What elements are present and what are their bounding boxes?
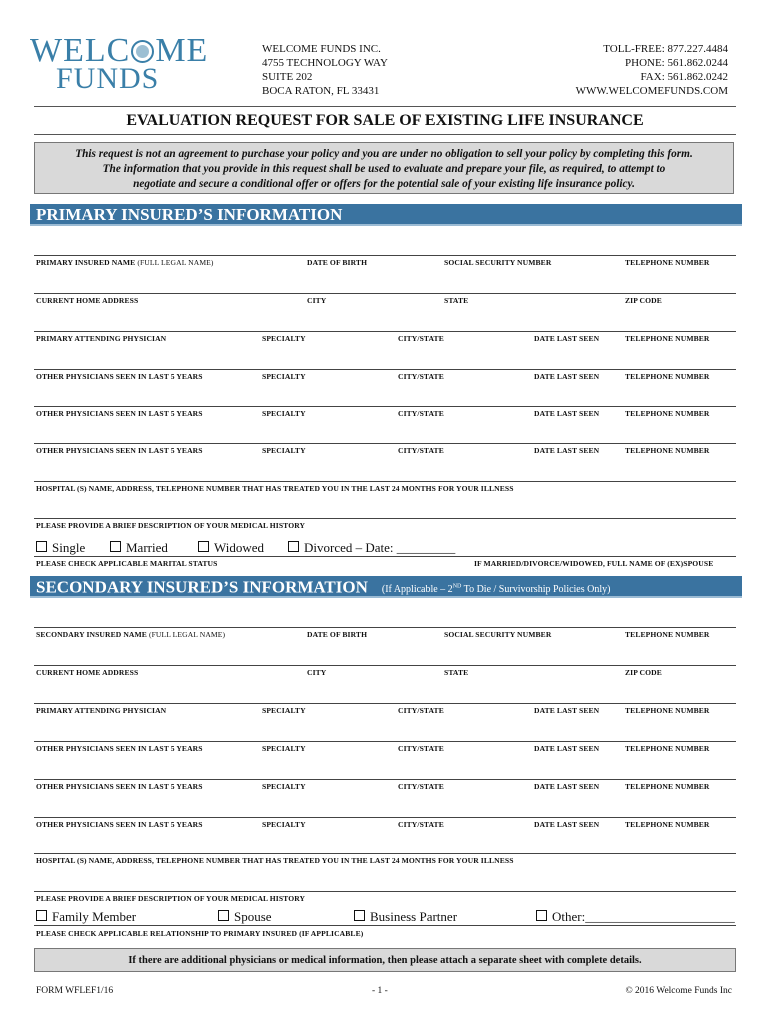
other-physicians-label: OTHER PHYSICIANS SEEN IN LAST 5 YEARS: [36, 372, 203, 381]
field-line[interactable]: [34, 481, 736, 482]
hospital-label: HOSPITAL (S) NAME, ADDRESS, TELEPHONE NUMBER THAT HAS TREATED YOU IN THE LAST 24 MONTHS FOR YOUR ILLNESS: [36, 856, 514, 865]
city-label: CITY: [307, 668, 327, 677]
date-last-seen-label: DATE LAST SEEN: [534, 782, 600, 791]
field-line[interactable]: [34, 443, 736, 444]
date-last-seen-label: DATE LAST SEEN: [534, 409, 600, 418]
city-state-label: CITY/STATE: [398, 744, 444, 753]
city-state-label: CITY/STATE: [398, 446, 444, 455]
globe-icon: [131, 40, 154, 63]
telephone-label: TELEPHONE NUMBER: [625, 334, 710, 343]
field-line[interactable]: [34, 853, 736, 854]
checkbox-icon[interactable]: [288, 541, 299, 552]
secondary-name-label: SECONDARY INSURED NAME (FULL LEGAL NAME): [36, 630, 226, 639]
specialty-label: SPECIALTY: [262, 446, 306, 455]
company-contact: TOLL-FREE: 877.227.4484 PHONE: 561.862.0244 FAX: 561.862.0242 WWW.WELCOMEFUNDS.COM: [575, 43, 728, 97]
checkbox-icon[interactable]: [354, 910, 365, 921]
specialty-label: SPECIALTY: [262, 744, 306, 753]
logo: WELC ME: [30, 32, 209, 69]
company-address: WELCOME FUNDS INC. 4755 TECHNOLOGY WAY SUITE 202 BOCA RATON, FL 33431: [262, 43, 388, 97]
form-title: EVALUATION REQUEST FOR SALE OF EXISTING LIFE INSURANCE: [126, 112, 644, 129]
field-line[interactable]: [34, 369, 736, 370]
zip-label: ZIP CODE: [625, 668, 662, 677]
specialty-label: SPECIALTY: [262, 782, 306, 791]
other-physicians-label: OTHER PHYSICIANS SEEN IN LAST 5 YEARS: [36, 409, 203, 418]
other-checkbox[interactable]: Other:_______________________: [536, 909, 735, 925]
primary-section-heading: PRIMARY INSURED’S INFORMATION: [30, 204, 742, 226]
single-checkbox[interactable]: Single: [36, 540, 85, 556]
telephone-label: TELEPHONE NUMBER: [625, 744, 710, 753]
telephone-label: TELEPHONE NUMBER: [625, 782, 710, 791]
field-line[interactable]: [34, 925, 736, 926]
disclaimer-notice: This request is not an agreement to purchase your policy and you are under no obligation to sell your policy by completing this form. The information that you provide in this request shall be used to evaluate and prepare your file, as required, to attempt to negotiate and secure a conditional offer or offers for the potential sale of your existing life insurance policy.: [34, 142, 734, 194]
field-line[interactable]: [34, 779, 736, 780]
field-line[interactable]: [34, 293, 736, 294]
home-address-label: CURRENT HOME ADDRESS: [36, 668, 139, 677]
secondary-subtitle: (If Applicable – 2ND To Die / Survivorship Policies Only): [381, 584, 611, 596]
medical-history-label: PLEASE PROVIDE A BRIEF DESCRIPTION OF YOUR MEDICAL HISTORY: [36, 894, 306, 903]
home-address-label: CURRENT HOME ADDRESS: [36, 296, 139, 305]
dob-label: DATE OF BIRTH: [307, 258, 368, 267]
field-line[interactable]: [34, 556, 736, 557]
attach-note: If there are additional physicians or medical information, then please attach a separate sheet with complete details.: [34, 948, 736, 972]
telephone-label: TELEPHONE NUMBER: [625, 820, 710, 829]
field-line[interactable]: [34, 406, 736, 407]
field-line[interactable]: [34, 817, 736, 818]
city-state-label: CITY/STATE: [398, 409, 444, 418]
primary-name-label: PRIMARY INSURED NAME (FULL LEGAL NAME): [36, 258, 214, 267]
divider: [34, 106, 736, 107]
field-line[interactable]: [34, 518, 736, 519]
other-physicians-label: OTHER PHYSICIANS SEEN IN LAST 5 YEARS: [36, 820, 203, 829]
city-state-label: CITY/STATE: [398, 782, 444, 791]
field-line[interactable]: [34, 665, 736, 666]
checkbox-icon[interactable]: [110, 541, 121, 552]
city-state-label: CITY/STATE: [398, 372, 444, 381]
ssn-label: SOCIAL SECURITY NUMBER: [444, 630, 552, 639]
date-last-seen-label: DATE LAST SEEN: [534, 744, 600, 753]
hospital-label: HOSPITAL (S) NAME, ADDRESS, TELEPHONE NUMBER THAT HAS TREATED YOU IN THE LAST 24 MONTHS FOR YOUR ILLNESS: [36, 484, 514, 493]
checkbox-icon[interactable]: [36, 541, 47, 552]
telephone-label: TELEPHONE NUMBER: [625, 446, 710, 455]
specialty-label: SPECIALTY: [262, 372, 306, 381]
attending-physician-label: PRIMARY ATTENDING PHYSICIAN: [36, 334, 167, 343]
date-last-seen-label: DATE LAST SEEN: [534, 334, 600, 343]
divider: [34, 134, 736, 135]
state-label: STATE: [444, 296, 469, 305]
field-line[interactable]: [34, 331, 736, 332]
other-physicians-label: OTHER PHYSICIANS SEEN IN LAST 5 YEARS: [36, 744, 203, 753]
state-label: STATE: [444, 668, 469, 677]
checkbox-icon[interactable]: [536, 910, 547, 921]
page-number: - 1 -: [372, 986, 388, 996]
married-checkbox[interactable]: Married: [110, 540, 168, 556]
date-last-seen-label: DATE LAST SEEN: [534, 372, 600, 381]
date-last-seen-label: DATE LAST SEEN: [534, 820, 600, 829]
checkbox-icon[interactable]: [36, 910, 47, 921]
business-partner-checkbox[interactable]: Business Partner: [354, 909, 457, 925]
specialty-label: SPECIALTY: [262, 409, 306, 418]
telephone-label: TELEPHONE NUMBER: [625, 372, 710, 381]
specialty-label: SPECIALTY: [262, 334, 306, 343]
telephone-label: TELEPHONE NUMBER: [625, 706, 710, 715]
zip-label: ZIP CODE: [625, 296, 662, 305]
field-line[interactable]: [34, 627, 736, 628]
telephone-label: TELEPHONE NUMBER: [625, 258, 710, 267]
spouse-name-label: IF MARRIED/DIVORCE/WIDOWED, FULL NAME OF (EX)SPOUSE: [474, 559, 714, 568]
other-physicians-label: OTHER PHYSICIANS SEEN IN LAST 5 YEARS: [36, 446, 203, 455]
telephone-label: TELEPHONE NUMBER: [625, 409, 710, 418]
divorced-checkbox[interactable]: Divorced – Date: _________: [288, 540, 455, 556]
ssn-label: SOCIAL SECURITY NUMBER: [444, 258, 552, 267]
city-state-label: CITY/STATE: [398, 706, 444, 715]
form-number: FORM WFLEF1/16: [36, 986, 114, 996]
relationship-label: PLEASE CHECK APPLICABLE RELATIONSHIP TO PRIMARY INSURED (IF APPLICABLE): [36, 929, 364, 938]
medical-history-label: PLEASE PROVIDE A BRIEF DESCRIPTION OF YOUR MEDICAL HISTORY: [36, 521, 306, 530]
checkbox-icon[interactable]: [198, 541, 209, 552]
logo-line2: FUNDS: [56, 62, 160, 95]
spouse-checkbox[interactable]: Spouse: [218, 909, 272, 925]
field-line[interactable]: [34, 741, 736, 742]
secondary-section-heading: SECONDARY INSURED’S INFORMATION (If Applicable – 2ND To Die / Survivorship Policies Only): [30, 576, 742, 598]
widowed-checkbox[interactable]: Widowed: [198, 540, 264, 556]
city-state-label: CITY/STATE: [398, 820, 444, 829]
dob-label: DATE OF BIRTH: [307, 630, 368, 639]
other-physicians-label: OTHER PHYSICIANS SEEN IN LAST 5 YEARS: [36, 782, 203, 791]
field-line[interactable]: [34, 255, 736, 256]
marital-status-label: PLEASE CHECK APPLICABLE MARITAL STATUS: [36, 559, 218, 568]
date-last-seen-label: DATE LAST SEEN: [534, 706, 600, 715]
field-line[interactable]: [34, 891, 736, 892]
family-member-checkbox[interactable]: Family Member: [36, 909, 136, 925]
attending-physician-label: PRIMARY ATTENDING PHYSICIAN: [36, 706, 167, 715]
field-line[interactable]: [34, 703, 736, 704]
specialty-label: SPECIALTY: [262, 706, 306, 715]
city-label: CITY: [307, 296, 327, 305]
city-state-label: CITY/STATE: [398, 334, 444, 343]
date-last-seen-label: DATE LAST SEEN: [534, 446, 600, 455]
copyright: © 2016 Welcome Funds Inc: [625, 986, 732, 996]
telephone-label: TELEPHONE NUMBER: [625, 630, 710, 639]
specialty-label: SPECIALTY: [262, 820, 306, 829]
checkbox-icon[interactable]: [218, 910, 229, 921]
